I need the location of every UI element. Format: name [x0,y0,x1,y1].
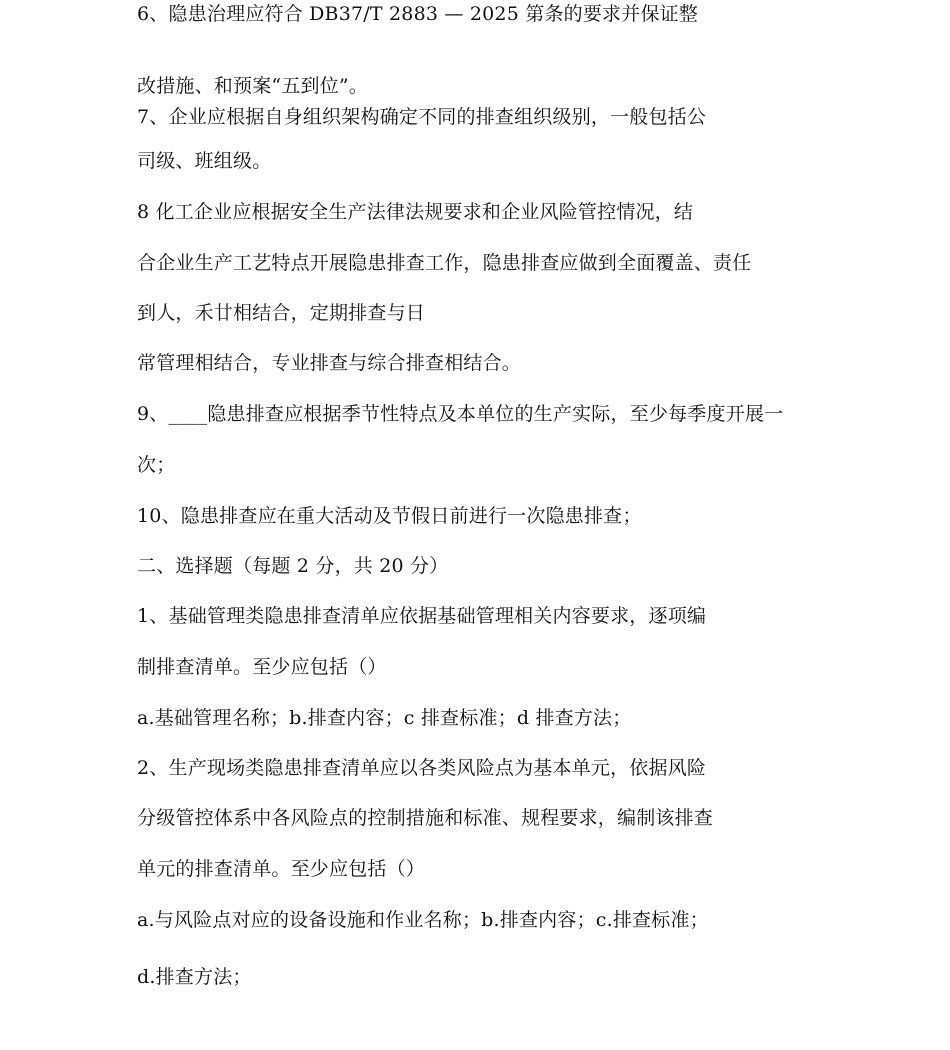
text-line-16: 2、生产现场类隐患排查清单应以各类风险点为基本单元，依据风险 [137,757,707,779]
text-line-5: 8 化工企业应根据安全生产法律法规要求和企业风险管控情况，结 [137,201,694,223]
text-line-14: 制排查清单。至少应包括（） [137,656,387,678]
text-line-2: 改措施、和预案“五到位”。 [137,75,369,97]
text-line-10: 次； [137,454,176,476]
text-line-7: 到人，禾廿相结合，定期排查与日 [137,302,426,324]
text-line-11: 10、隐患排查应在重大活动及节假日前进行一次隐患排查； [137,505,642,527]
section-heading: 二、选择题（每题 2 分，共 20 分） [137,555,449,577]
text-line-9: 9、____隐患排查应根据季节性特点及本单位的生产实际，至少每季度开展一 [137,403,784,425]
text-line-13: 1、基础管理类隐患排查清单应依据基础管理相关内容要求，逐项编 [137,605,707,627]
text-line-8: 常管理相结合，专业排查与综合排查相结合。 [137,352,522,374]
text-line-1: 6、隐患治理应符合 DB37/T 2883 — 2025 第条的要求并保证整 [137,3,699,25]
text-line-6: 合企业生产工艺特点开展隐患排查工作，隐患排查应做到全面覆盖、责任 [137,252,752,274]
text-line-3: 7、企业应根据自身组织架构确定不同的排查组织级别，一般包括公 [137,106,707,128]
text-line-15: a.基础管理名称；b.排查内容；c 排查标准；d 排查方法； [137,707,632,729]
text-line-20: d.排查方法； [137,966,252,988]
text-line-19: a.与风险点对应的设备设施和作业名称；b.排查内容；c.排查标准； [137,909,709,931]
text-line-18: 单元的排查清单。至少应包括（） [137,858,426,880]
text-line-17: 分级管控体系中各风险点的控制措施和标准、规程要求，编制该排查 [137,807,714,829]
text-line-4: 司级、班组级。 [137,150,272,172]
